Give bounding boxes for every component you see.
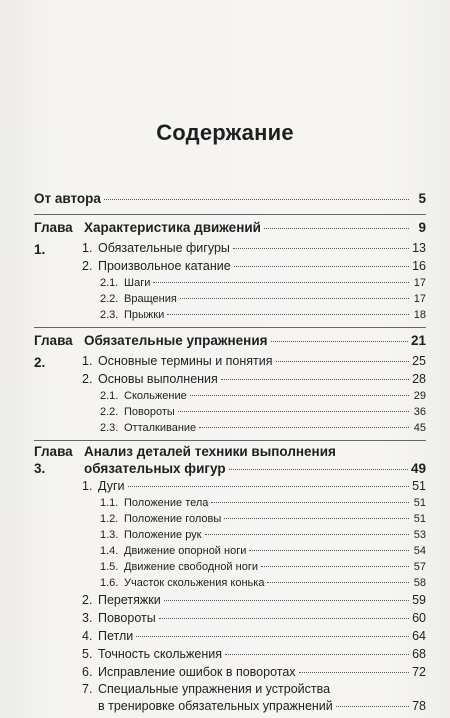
subitem-number: 2.1. xyxy=(100,390,119,402)
item-number: 1. xyxy=(82,479,93,493)
divider xyxy=(34,327,426,328)
item-number: 2. xyxy=(82,372,93,386)
dot-leader xyxy=(136,636,409,637)
dot-leader xyxy=(104,199,409,200)
toc-item xyxy=(34,627,426,645)
subitem-label: Движение опорной ноги xyxy=(124,545,247,557)
toc-page: 13 xyxy=(412,241,426,255)
item-number: 1. xyxy=(82,241,93,255)
dot-leader xyxy=(234,266,409,267)
toc-item xyxy=(34,257,426,275)
subitem-label: Положение головы xyxy=(124,513,222,525)
dot-leader xyxy=(276,361,409,362)
toc-page: 49 xyxy=(410,461,426,476)
dot-leader xyxy=(159,618,409,619)
toc-subitem xyxy=(34,275,426,291)
item-label: Произвольное катание xyxy=(98,259,231,273)
item-number: 1. xyxy=(82,354,93,368)
toc-subitem xyxy=(34,543,426,559)
dot-leader xyxy=(167,314,409,315)
subitem-number: 1.5. xyxy=(100,561,119,573)
toc-subitem xyxy=(34,495,426,511)
chapter-number: Глава 1. xyxy=(34,220,73,257)
toc-page: 29 xyxy=(413,390,426,402)
subitem-number: 2.1. xyxy=(100,277,119,289)
toc-page: 5 xyxy=(418,191,426,206)
dot-leader xyxy=(261,566,409,567)
toc-page: 9 xyxy=(418,220,426,235)
subitem-number: 1.6. xyxy=(100,577,119,589)
toc-subitem xyxy=(34,559,426,575)
chapter-title: Обязательные упражнения xyxy=(84,333,268,348)
toc-page: 51 xyxy=(413,497,426,509)
dot-leader xyxy=(229,469,408,470)
subitem-number: 2.3. xyxy=(100,422,119,434)
toc-item xyxy=(34,681,426,715)
toc-page: 72 xyxy=(412,665,426,679)
toc-item xyxy=(34,663,426,681)
subitem-label: Скольжение xyxy=(124,390,187,402)
toc-item xyxy=(34,591,426,609)
toc-page: 28 xyxy=(412,372,426,386)
page-title: Содержание xyxy=(156,120,294,145)
subitem-number: 2.3. xyxy=(100,309,119,321)
dot-leader xyxy=(336,706,409,707)
item-number: 7. xyxy=(82,682,93,696)
item-label: Основы выполнения xyxy=(98,372,218,386)
toc-page: 25 xyxy=(412,354,426,368)
chapter-number: Глава 3. xyxy=(34,444,73,476)
item-label: Дуги xyxy=(98,479,125,493)
subitem-label: Повороты xyxy=(124,406,175,418)
dot-leader xyxy=(299,672,409,673)
toc-page: 17 xyxy=(413,277,426,289)
item-number: 3. xyxy=(82,611,93,625)
item-label-line-2: в тренировке обязательных упражнений xyxy=(98,699,333,713)
subitem-label: Положение тела xyxy=(124,497,209,509)
subitem-number: 1.3. xyxy=(100,529,119,541)
subitem-number: 1.2. xyxy=(100,513,119,525)
subitem-label: Участок скольжения конька xyxy=(124,577,265,589)
chapter-title-line-2: обязательных фигур xyxy=(84,461,226,476)
toc-page: 57 xyxy=(413,561,426,573)
dot-leader xyxy=(249,550,409,551)
item-label: Обязательные фигуры xyxy=(98,241,230,255)
dot-leader xyxy=(199,427,409,428)
dot-leader xyxy=(271,341,408,342)
toc-page: 17 xyxy=(413,293,426,305)
dot-leader xyxy=(221,379,409,380)
toc-page: 54 xyxy=(413,545,426,557)
toc-item xyxy=(34,645,426,663)
toc-page: 60 xyxy=(412,611,426,625)
dot-leader xyxy=(267,582,409,583)
toc-subitem xyxy=(34,404,426,420)
chapter-title-line-1: Анализ деталей техники выполнения xyxy=(84,444,336,459)
toc-page: 68 xyxy=(412,647,426,661)
chapter-title: Характеристика движений xyxy=(84,220,261,235)
item-number: 6. xyxy=(82,665,93,679)
subitem-label: Вращения xyxy=(124,293,177,305)
item-label: Петли xyxy=(98,629,134,643)
toc-chapter-3 xyxy=(34,443,426,477)
toc-page: 36 xyxy=(413,406,426,418)
toc-item xyxy=(34,477,426,495)
dot-leader xyxy=(190,395,409,396)
toc-item xyxy=(34,370,426,388)
dot-leader xyxy=(211,502,409,503)
toc-page: 45 xyxy=(413,422,426,434)
subitem-number: 1.4. xyxy=(100,545,119,557)
toc-item xyxy=(34,609,426,627)
dot-leader xyxy=(264,228,409,229)
subitem-label: Шаги xyxy=(124,277,151,289)
item-number: 2. xyxy=(82,593,93,607)
subitem-label: Движение свободной ноги xyxy=(124,561,258,573)
toc-page: 53 xyxy=(413,529,426,541)
subitem-label: Положение рук xyxy=(124,529,202,541)
item-label: Повороты xyxy=(98,611,156,625)
table-of-contents xyxy=(34,188,426,715)
toc-page: 78 xyxy=(412,699,426,713)
dot-leader xyxy=(178,411,409,412)
subitem-number: 2.2. xyxy=(100,406,119,418)
toc-subitem xyxy=(34,291,426,307)
subitem-label: Отталкивание xyxy=(124,422,197,434)
toc-item xyxy=(34,239,426,257)
dot-leader xyxy=(128,486,409,487)
toc-page: 51 xyxy=(412,479,426,493)
toc-item xyxy=(34,352,426,370)
toc-subitem xyxy=(34,511,426,527)
toc-subitem xyxy=(34,527,426,543)
toc-page: 59 xyxy=(412,593,426,607)
dot-leader xyxy=(180,298,409,299)
toc-subitem xyxy=(34,307,426,323)
chapter-number: Глава 2. xyxy=(34,333,73,370)
toc-page: 21 xyxy=(410,333,426,348)
subitem-number: 2.2. xyxy=(100,293,119,305)
dot-leader xyxy=(233,248,409,249)
dot-leader xyxy=(164,600,409,601)
dot-leader xyxy=(225,654,409,655)
divider xyxy=(34,440,426,441)
toc-subitem xyxy=(34,420,426,436)
subitem-number: 1.1. xyxy=(100,497,119,509)
item-label: Перетяжки xyxy=(98,593,161,607)
dot-leader xyxy=(205,534,410,535)
item-number: 4. xyxy=(82,629,93,643)
item-label-line-1: Специальные упражнения и устройства xyxy=(98,682,331,696)
item-number: 2. xyxy=(82,259,93,273)
toc-page: 16 xyxy=(412,259,426,273)
toc-label: От автора xyxy=(34,191,101,206)
item-label: Точность скольжения xyxy=(98,647,222,661)
divider xyxy=(34,214,426,215)
dot-leader xyxy=(224,518,409,519)
toc-page: 64 xyxy=(412,629,426,643)
toc-subitem xyxy=(34,388,426,404)
dot-leader xyxy=(153,282,409,283)
toc-subitem xyxy=(34,575,426,591)
toc-page: 58 xyxy=(413,577,426,589)
item-label: Основные термины и понятия xyxy=(98,354,273,368)
item-number: 5. xyxy=(82,647,93,661)
toc-entry-author xyxy=(34,188,426,210)
toc-page: 18 xyxy=(413,309,426,321)
item-label: Исправление ошибок в поворотах xyxy=(98,665,296,679)
subitem-label: Прыжки xyxy=(124,309,165,321)
toc-page: 51 xyxy=(413,513,426,525)
